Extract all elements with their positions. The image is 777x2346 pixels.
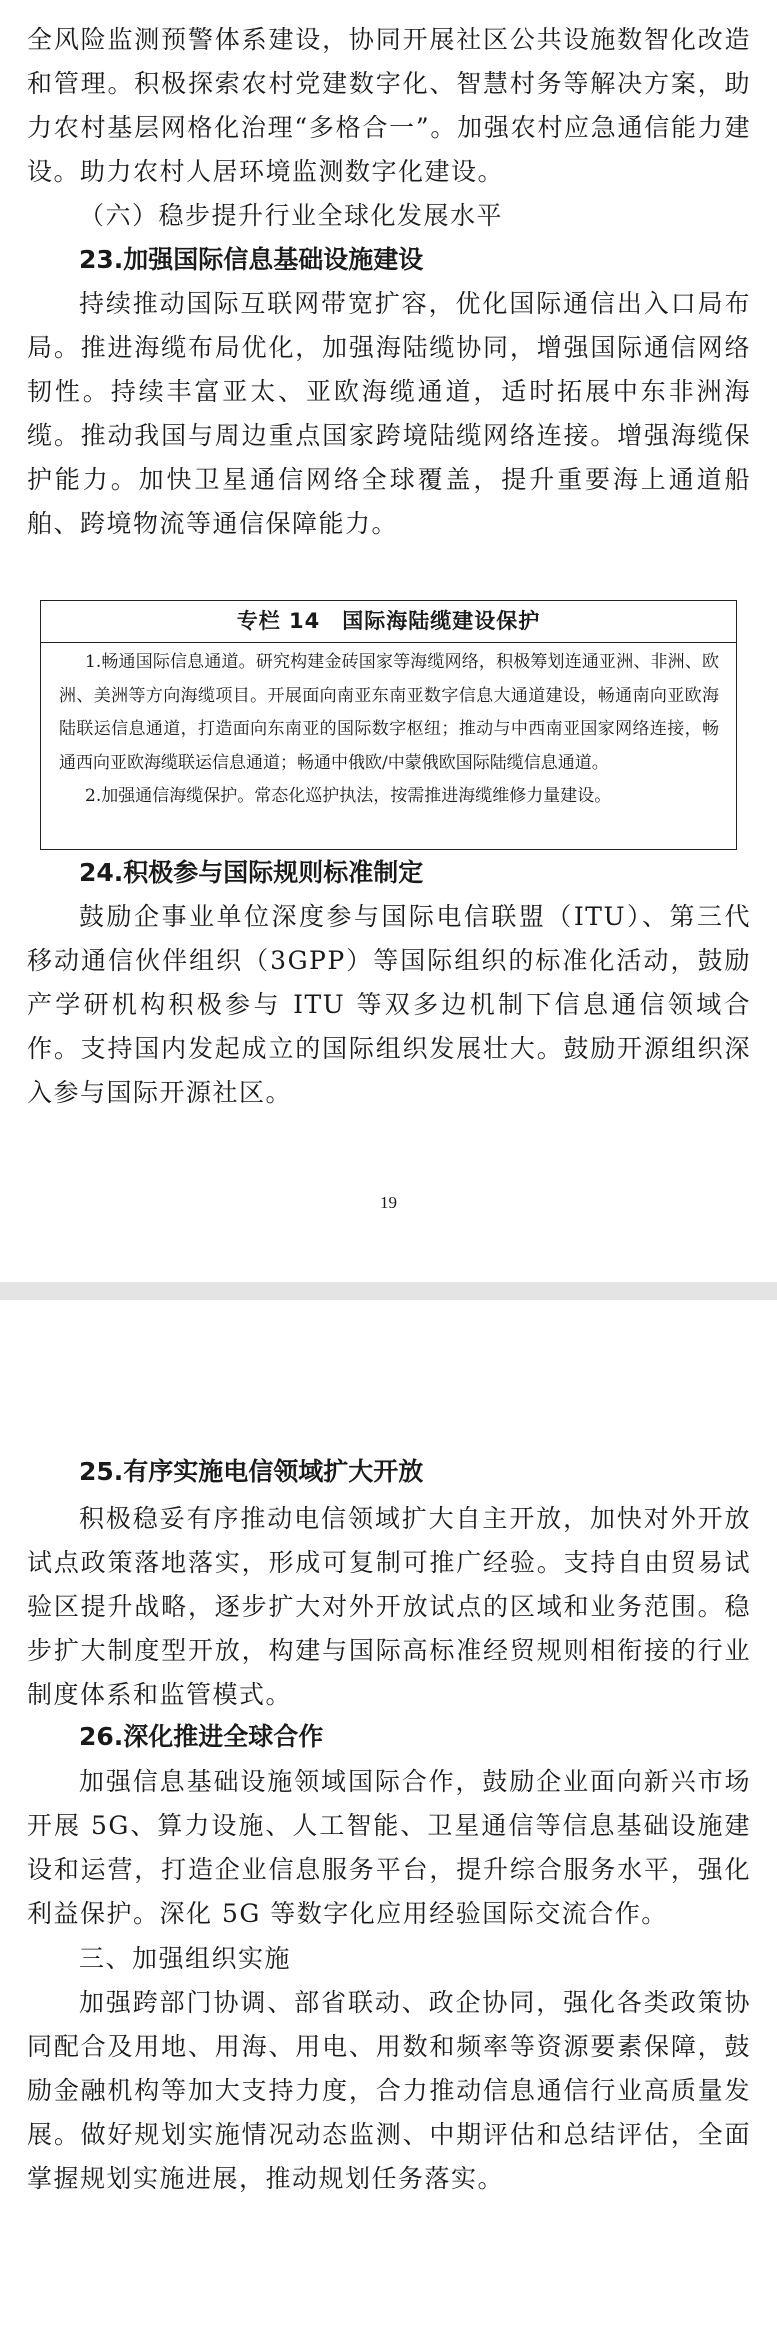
page-gap [0,1282,777,1300]
document-page-20 [0,1300,777,2346]
section-3-body: 加强跨部门协调、部省联动、政企协同，强化各类政策协同配合及用地、用海、用电、用数和频率等资源要素保障，鼓励金融机构等加大支持力度，合力推动信息通信行业高质量发展。做好规划实施情况动态监测、中期评估和总结评估，全面掌握规划实施进展，推动规划任务落实。 [27,1988,751,2193]
item-25-heading: 25.有序实施电信领域扩大开放 [79,1457,424,1486]
item-26-body: 加强信息基础设施领域国际合作，鼓励企业面向新兴市场开展 5G、算力设施、人工智能、卫星通信等信息基础设施建设和运营，打造企业信息服务平台，提升综合服务水平，强化利益保护。深化 5G 等数字化应用经验国际交流合作。 [27,1767,751,1928]
item-25-body: 积极稳妥有序推动电信领域扩大自主开放，加快对外开放试点政策落地落实，形成可复制可推广经验。支持自由贸易试验区提升战略，逐步扩大对外开放试点的区域和业务范围。稳步扩大制度型开放，构建与国际高标准经贸规则相衔接的行业制度体系和监管模式。 [27,1504,751,1709]
section-3-heading: 三、加强组织实施 [79,1944,292,1973]
intro-paragraph: 全风险监测预警体系建设，协同开展社区公共设施数智化改造和管理。积极探索农村党建数字化、智慧村务等解决方案，助力农村基层网格化治理“多格合一”。加强农村应急通信能力建设。助力农村人居环境监测数字化建设。 [27,25,751,186]
item-23-body: 持续推动国际互联网带宽扩容，优化国际通信出入口局布局。推进海缆布局优化，加强海陆缆协同，增强国际通信网络韧性。持续丰富亚太、亚欧海缆通道，适时拓展中东非洲海缆。推动我国与周边重点国家跨境陆缆网络连接。增强海缆保护能力。加快卫星通信网络全球覆盖，提升重要海上通道船舶、跨境物流等通信保障能力。 [27,289,751,538]
column-box-item-2: 2.加强通信海缆保护。常态化巡护执法，按需推进海缆维修力量建设。 [85,786,612,806]
item-24-heading: 24.积极参与国际规则标准制定 [79,858,424,887]
item-24-body: 鼓励企事业单位深度参与国际电信联盟（ITU）、第三代移动通信伙伴组织（3GPP）等国际组织的标准化活动，鼓励产学研机构积极参与 ITU 等双多边机制下信息通信领域合作。支持国内发起成立的国际组织发展壮大。鼓励开源组织深入参与国际开源社区。 [27,902,751,1107]
section-6-heading: （六）稳步提升行业全球化发展水平 [79,201,504,230]
column-box-body [59,646,719,814]
column-box-item-1: 1.畅通国际信息通道。研究构建金砖国家等海缆网络，积极筹划连通亚洲、非洲、欧洲、美洲等方向海缆项目。开展面向南亚东南亚数字信息大通道建设，畅通南向亚欧海陆联运信息通道，打造面向东南亚的国际数字枢纽；推动与中西南亚国家网络连接，畅通西向亚欧海缆联运信息通道；畅通中俄欧/中蒙俄欧国际陆缆信息通道。 [59,652,719,773]
column-box-14 [40,600,737,850]
item-26-heading: 26.深化推进全球合作 [79,1722,324,1751]
column-box-title: 专栏 14 国际海陆缆建设保护 [41,601,736,643]
page-number: 19 [380,1193,397,1212]
item-23-heading: 23.加强国际信息基础设施建设 [79,245,424,274]
